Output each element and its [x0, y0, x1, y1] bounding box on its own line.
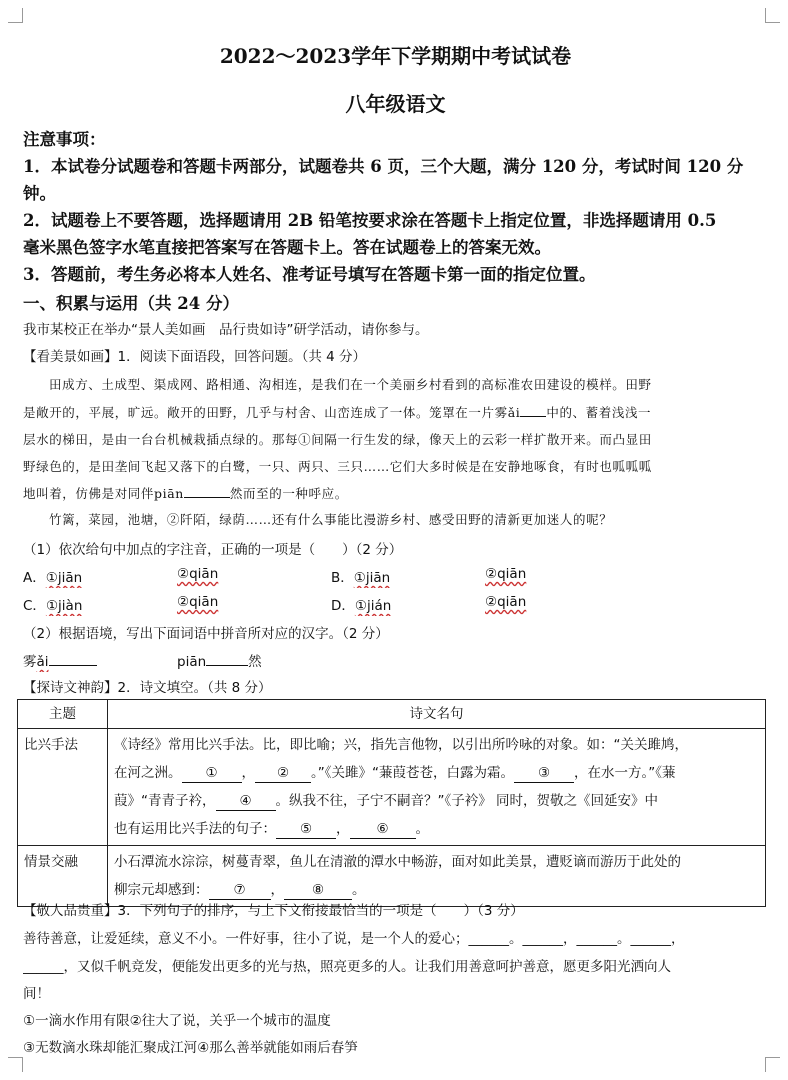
section-1-heading: 一、积累与运用（共 24 分）: [23, 294, 239, 313]
fill-pian-pinyin: piān: [177, 654, 207, 670]
question-3-line-3: 间！: [23, 986, 50, 1002]
option-b-first: ①jiān: [353, 570, 391, 586]
exam-title: 2022～2023学年下学期期中考试试卷: [219, 44, 572, 68]
blank-pian: [184, 484, 230, 498]
answer-blank-5[interactable]: ⑤: [276, 820, 336, 839]
row-1-line-2-text-c: 。”《关雎》“蒹葭苍苍，白露为霜。: [311, 765, 514, 781]
passage-line-2-part-b: 中的、蓄着浅浅一: [546, 405, 652, 420]
option-b[interactable]: [331, 566, 390, 586]
row-2-content: [108, 846, 766, 907]
option-d-label: D．: [331, 598, 355, 614]
passage-line-2: [23, 403, 768, 421]
note-item-2-line-1: 2．试题卷上不要答题，选择题请用 2B 铅笔按要求涂在答题卡上指定位置，非选择题请用 0.5: [23, 211, 717, 230]
passage-line-3: 层水的梯田，是由一台台机械栽插点绿的。那每①间隔一行生发的绿，像天上的云彩一样扩散开来。而凸显田: [23, 432, 652, 447]
row-1-line-2-sep: ，: [241, 765, 255, 781]
row-1-line-4-sep: ，: [336, 821, 350, 837]
passage-line-6: 竹篱，菜园，池塘，②阡陌，绿荫……还有什么事能比漫游乡村、感受田野的清新更加迷人的呢？: [49, 512, 613, 527]
question-2-heading: 【探诗文神韵】2．诗文填空。（共 8 分）: [23, 680, 272, 696]
row-1-line-4-text-a: 也有运用比兴手法的句子：: [114, 821, 276, 837]
options-row-1: [23, 566, 768, 588]
row-1-line-3-text-c: 。纵我不往，子宁不嗣音？”《子衿》 同时，贺敬之《回延安》中: [275, 793, 659, 809]
answer-blank-6[interactable]: ⑥: [350, 820, 416, 839]
row-1-line-2-text-a: 在河之洲。: [114, 765, 182, 781]
option-d-first: ①jián: [354, 598, 392, 614]
poetry-table: [17, 699, 766, 907]
fill-ai-blank: [49, 652, 97, 666]
fill-pian[interactable]: [177, 650, 262, 670]
fill-ai-prefix: 雾: [23, 654, 37, 670]
question-3-heading: 【敬人品贵重】3．下列句子的排序，与上下文衔接最恰当的一项是（ ）（3 分）: [23, 903, 524, 919]
option-a-label: A．: [23, 570, 46, 586]
passage-line-2-part-a: 是敞开的，平展，旷远。敞开的田野，几乎与村舍、山峦连成了一体。笼罩在一片雾: [23, 405, 508, 420]
fill-ai-pinyin: ǎi: [36, 654, 49, 670]
row-1-line-2-text-d: ，在水一方。”《蒹: [574, 765, 676, 781]
pinyin-ai: ǎi: [507, 405, 521, 420]
note-item-1-line-1: 1．本试卷分试题卷和答题卡两部分，试题卷共 6 页，三个大题，满分 120 分，考试时间 120 分: [23, 157, 744, 176]
row-2-line-2-end: 。: [352, 882, 366, 898]
table-header-lines: 诗文名句: [108, 700, 766, 729]
option-c-first: ①jiàn: [45, 598, 83, 614]
table-row: [18, 729, 766, 846]
question-1-sub-1: （1）依次给句中加点的字注音，正确的一项是（ ）（2 分）: [23, 542, 403, 558]
option-a-second: ②qiān: [177, 566, 219, 582]
note-item-3: 3．答题前，考生务必将本人姓名、准考证号填写在答题卡第一面的指定位置。: [23, 265, 596, 284]
option-c[interactable]: [23, 594, 82, 614]
answer-blank-7[interactable]: ⑦: [209, 881, 271, 900]
option-b-label: B．: [331, 570, 354, 586]
row-1-line-2: [114, 759, 759, 787]
option-a-first: ①jiān: [45, 570, 83, 586]
fill-pian-blank: [206, 652, 248, 666]
answer-blank-2[interactable]: ②: [255, 764, 311, 783]
passage-line-5-part-a: 地叫着，仿佛是对同伴: [23, 486, 155, 501]
notes-heading: 注意事项：: [23, 130, 106, 149]
row-1-line-4-end: 。: [415, 821, 429, 837]
fill-ai[interactable]: [23, 650, 97, 670]
answer-blank-3[interactable]: ③: [514, 764, 574, 783]
question-3-line-2: ______，又似千帆竞发，便能发出更多的光与热，照亮更多的人。让我们用善意呵护善意，愿更多阳光洒向人: [23, 959, 671, 975]
question-3-choices-2: ③无数滴水珠却能汇聚成江河④那么善举就能如雨后春笋: [23, 1040, 358, 1056]
option-c-second: ②qiān: [177, 594, 219, 610]
row-1-theme: 比兴手法: [18, 729, 108, 846]
crop-mark-bottom-left: [8, 1057, 23, 1072]
row-2-line-2-text-a: 柳宗元却感到：: [114, 882, 209, 898]
question-3-choices-1: ①一滴水作用有限②往大了说，关乎一个城市的温度: [23, 1013, 331, 1029]
passage-line-1: 田成方、土成型、渠成网、路相通、沟相连，是我们在一个美丽乡村看到的高标准农田建设的模样。田野: [49, 377, 652, 392]
row-1-line-1: 《诗经》常用比兴手法。比，即比喻；兴，指先言他物，以引出所吟咏的对象。如：“关关雎鸠，: [114, 737, 688, 753]
note-item-2-line-2: 毫米黑色签字水笔直接把答案写在答题卡上。答在试题卷上的答案无效。: [23, 238, 551, 257]
fill-in-row: [23, 650, 768, 672]
option-d-second: ②qiān: [485, 594, 527, 610]
exam-subtitle: 八年级语文: [345, 92, 446, 116]
answer-blank-4[interactable]: ④: [216, 792, 276, 811]
fill-pian-suffix: 然: [248, 654, 262, 670]
answer-blank-8[interactable]: ⑧: [284, 881, 352, 900]
row-2-theme: 情景交融: [18, 846, 108, 907]
row-2-line-2-sep: ，: [270, 882, 284, 898]
crop-mark-top-left: [8, 8, 23, 23]
question-1-sub-2: （2）根据语境，写出下面词语中拼音所对应的汉字。（2 分）: [23, 626, 389, 642]
option-c-label: C．: [23, 598, 46, 614]
crop-mark-top-right: [765, 8, 780, 23]
crop-mark-bottom-right: [765, 1057, 780, 1072]
table-header-row: [18, 700, 766, 729]
row-2-line-1: 小石潭流水淙淙，树蔓青翠，鱼儿在清澈的潭水中畅游，面对如此美景，遭贬谪而游历于此处的: [114, 854, 681, 870]
table-row: [18, 846, 766, 907]
option-d[interactable]: [331, 594, 391, 614]
table-header-theme: 主题: [18, 700, 108, 729]
pinyin-pian: piān: [154, 486, 184, 501]
section-1-intro: 我市某校正在举办“景人美如画 品行贵如诗”研学活动，请你参与。: [23, 322, 429, 338]
question-1-heading: 【看美景如画】1．阅读下面语段，回答问题。（共 4 分）: [23, 349, 367, 365]
question-3-line-1: 善待善意，让爱延续，意义不小。一件好事，往小了说，是一个人的爱心；______。______，______。______，: [23, 931, 685, 947]
row-1-line-3-text-a: 葭》“青青子衿，: [114, 793, 216, 809]
option-b-second: ②qiān: [485, 566, 527, 582]
option-a[interactable]: [23, 566, 82, 586]
note-item-1-line-2: 钟。: [23, 184, 56, 203]
passage-line-5-part-b: 然而至的一种呼应。: [229, 486, 348, 501]
answer-blank-1[interactable]: ①: [182, 764, 242, 783]
row-1-line-4: [114, 815, 759, 843]
passage-line-4: 野绿色的，是田垄间飞起又落下的白鹭，一只、两只、三只……它们大多时候是在安静地啄食，有时也呱呱呱: [23, 459, 652, 474]
passage-line-5: [23, 484, 768, 502]
options-row-2: [23, 594, 768, 616]
blank-ai: [520, 403, 546, 417]
row-1-content: [108, 729, 766, 846]
row-1-line-3: [114, 787, 759, 815]
